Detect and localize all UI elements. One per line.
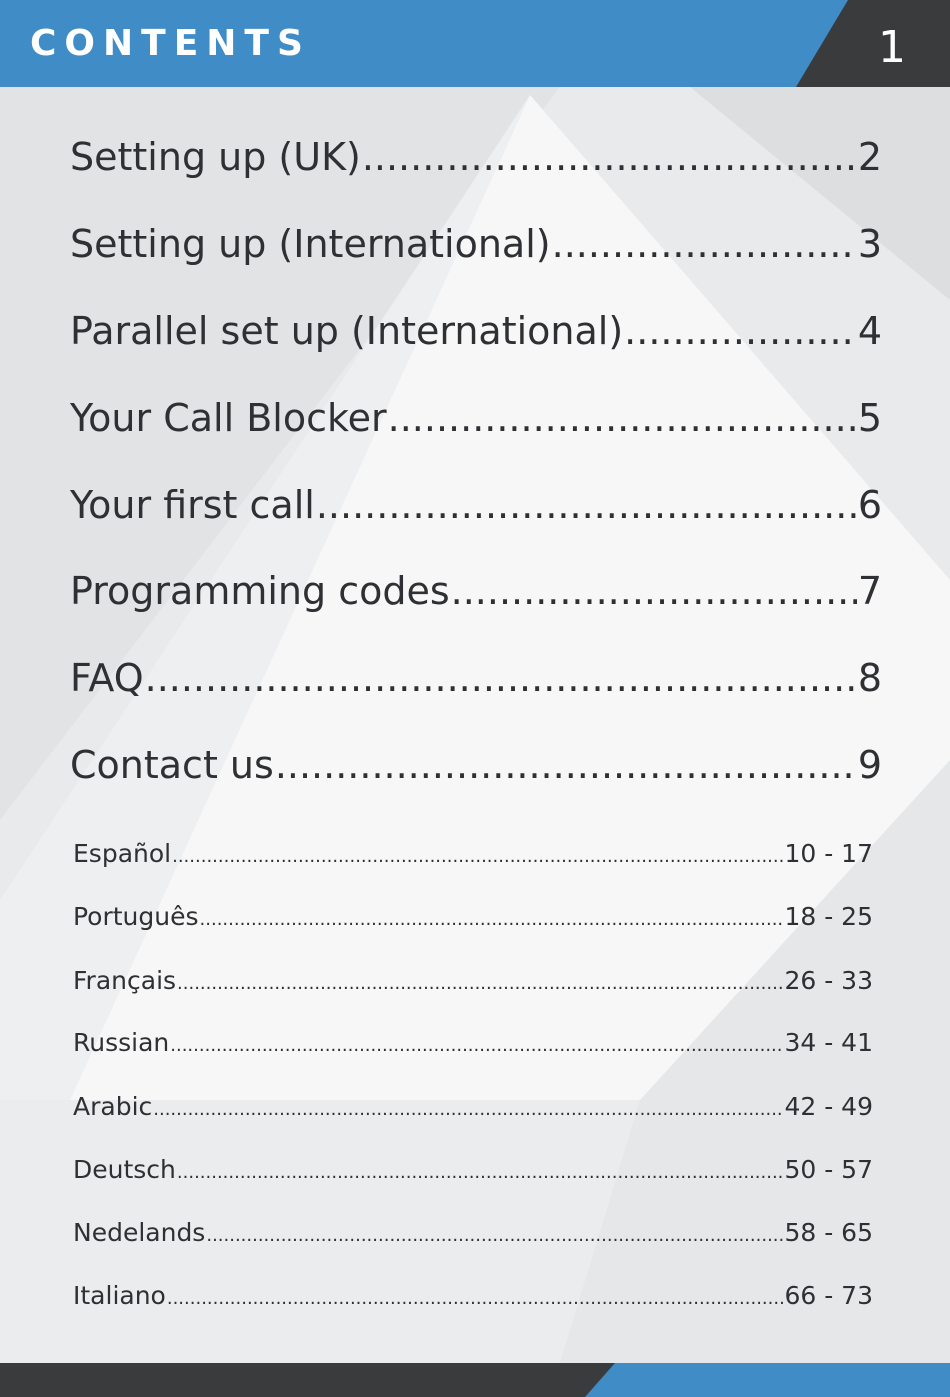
dot-leader	[388, 395, 857, 441]
toc-entry-label: Setting up (International)	[70, 222, 551, 266]
language-entry-label: Português	[73, 902, 199, 931]
language-entry-pages: 58 - 65	[784, 1218, 873, 1247]
toc-entry-label: Your first call	[70, 483, 315, 527]
header-bar	[0, 0, 950, 87]
dot-leader	[153, 1094, 783, 1126]
toc-entry-page: 9	[857, 743, 882, 787]
dot-leader	[200, 904, 784, 936]
language-entry-label: Español	[73, 839, 172, 868]
toc-entry-label: Contact us	[70, 743, 274, 787]
dot-leader	[177, 968, 783, 1000]
toc-entry-page: 5	[857, 396, 882, 440]
language-entry-pages: 18 - 25	[784, 902, 873, 931]
dot-leader	[275, 742, 857, 788]
language-entry[interactable]	[73, 1027, 873, 1062]
dot-leader	[451, 568, 857, 614]
dot-leader	[167, 1283, 784, 1315]
toc-entry[interactable]	[70, 308, 882, 354]
toc-entry-label: Programming codes	[70, 569, 450, 613]
toc-entry-label: Parallel set up (International)	[70, 309, 624, 353]
dot-leader	[170, 1030, 783, 1062]
language-entry[interactable]	[73, 1154, 873, 1189]
toc-entry[interactable]	[70, 655, 882, 701]
dot-leader	[172, 841, 783, 873]
language-entry[interactable]	[73, 1091, 873, 1126]
language-entry-pages: 26 - 33	[784, 966, 873, 995]
toc-entry-page: 6	[857, 483, 882, 527]
toc-entry-label: Setting up (UK)	[70, 135, 361, 179]
toc-entry-page: 7	[857, 569, 882, 613]
dot-leader	[177, 1157, 784, 1189]
toc-entry-label: Your Call Blocker	[70, 396, 387, 440]
toc-entry[interactable]	[70, 482, 882, 528]
language-entry-pages: 50 - 57	[784, 1155, 873, 1184]
toc-entry-page: 2	[857, 135, 882, 179]
toc-entry-page: 8	[857, 656, 882, 700]
toc-entry[interactable]	[70, 221, 882, 267]
dot-leader	[316, 482, 857, 528]
language-entry-label: Français	[73, 966, 177, 995]
toc-entry[interactable]	[70, 742, 882, 788]
language-entry-pages: 34 - 41	[784, 1028, 873, 1057]
language-entry-label: Deutsch	[73, 1155, 176, 1184]
footer-shape	[0, 1363, 950, 1397]
toc-entry[interactable]	[70, 395, 882, 441]
footer-bar	[0, 1363, 950, 1397]
language-entry-label: Russian	[73, 1028, 170, 1057]
toc-entry-page: 3	[857, 222, 882, 266]
language-entry-label: Nedelands	[73, 1218, 206, 1247]
dot-leader	[552, 221, 857, 267]
language-entry[interactable]	[73, 838, 873, 873]
toc-entry-page: 4	[857, 309, 882, 353]
language-entry-label: Arabic	[73, 1092, 153, 1121]
language-entry[interactable]	[73, 901, 873, 936]
toc-entry[interactable]	[70, 134, 882, 180]
language-entry-pages: 66 - 73	[784, 1281, 873, 1310]
dot-leader	[206, 1220, 783, 1252]
page-title: CONTENTS	[30, 23, 311, 64]
language-entry[interactable]	[73, 1280, 873, 1315]
language-entry[interactable]	[73, 1217, 873, 1252]
dot-leader	[362, 134, 857, 180]
language-entry-pages: 10 - 17	[784, 839, 873, 868]
language-entry[interactable]	[73, 965, 873, 1000]
language-entry-pages: 42 - 49	[784, 1092, 873, 1121]
dot-leader	[624, 308, 857, 354]
language-entry-label: Italiano	[73, 1281, 166, 1310]
dot-leader	[145, 655, 857, 701]
toc-entry[interactable]	[70, 568, 882, 614]
toc-entry-label: FAQ	[70, 656, 144, 700]
page-number: 1	[878, 22, 906, 73]
